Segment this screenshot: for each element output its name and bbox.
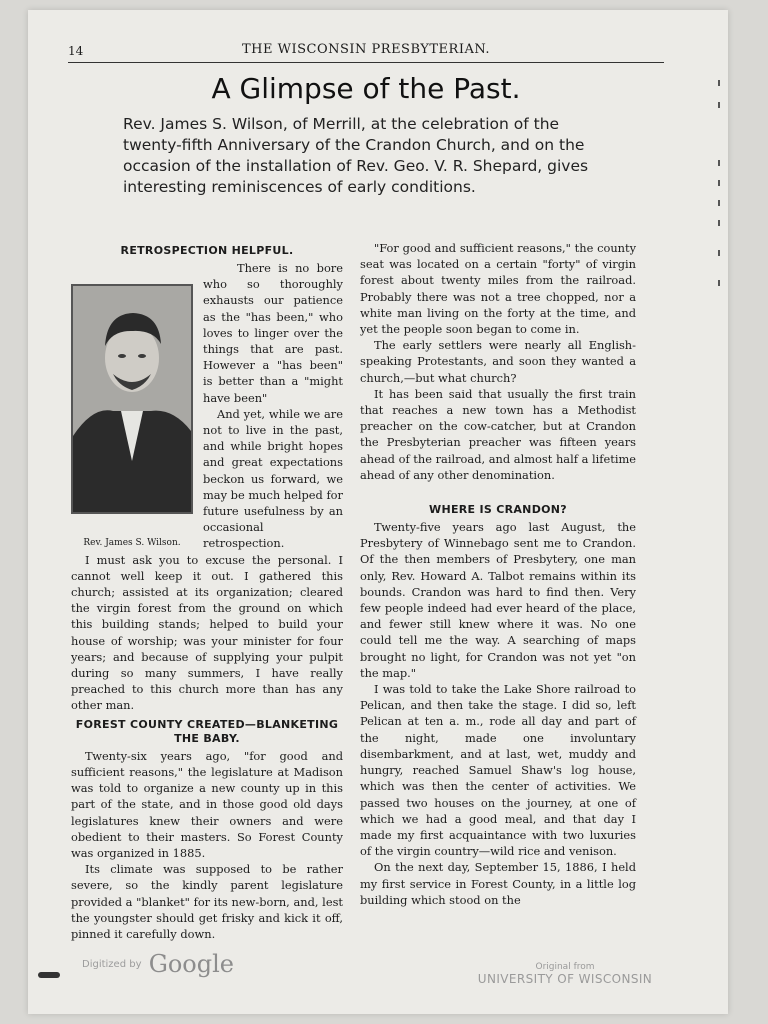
scanned-page — [28, 10, 728, 1014]
paragraph: And yet, while we are not to live in the past, and while bright hopes and great expectations beckon us forward, we may be much helped for future usefulness by an occasional retrospection. — [203, 406, 343, 551]
google-logo: Google — [148, 950, 234, 978]
margin-marks — [718, 80, 728, 300]
section-heading: WHERE IS CRANDON? — [429, 503, 567, 517]
paragraph: Its climate was supposed to be rather severe, so the kindly parent legislature provided a "blanket" for its new-born, and, lest the youngster should get frisky and kick it off, pinned it carefully down. — [71, 862, 343, 941]
source-watermark — [470, 962, 660, 986]
university-text: UNIVERSITY OF WISCONSIN — [477, 972, 653, 986]
paragraph: It has been said that usually the first train that reaches a new town has a Methodist preacher on the cow-catcher, but at Crandon the Presbyterian preacher was fifteen years ahead of the railroad, and almost half a lifetime ahead of any other denomination. — [360, 386, 636, 482]
paragraph: The early settlers were nearly all English-speaking Protestants, and soon they wanted a church,—but what church? — [360, 338, 636, 385]
ink-blot — [38, 972, 60, 978]
section-heading: FOREST COUNTY CREATED—BLANKETING THE BABY. — [75, 717, 339, 745]
page-number: 14 — [68, 44, 84, 58]
portrait-photo — [71, 284, 193, 514]
running-title: THE WISCONSIN PRESBYTERIAN. — [241, 42, 491, 57]
running-header — [68, 40, 664, 63]
portrait-illustration — [73, 286, 191, 512]
article-title: A Glimpse of the Past. — [211, 72, 521, 105]
column-left — [71, 240, 343, 942]
paragraph: I must ask you to excuse the personal. I cannot well keep it out. I gathered this church; assisted at its organization; cleared the virgin forest from the ground on which this building stands; helped to build your house of worship; was your minister for four years; and because of supplying your pulpit during so many summers, I have really preached to this church more than has any other man. — [71, 552, 343, 713]
paragraph: There is no bore who so thoroughly exhausts our patience as the "has been," who loves to linger over the things that are past. However a "has been" is better than a "might have been" — [203, 261, 343, 405]
paragraph: "For good and sufficient reasons," the county seat was located on a certain "forty" of virgin forest about twenty miles from the railroad. Probably there was not a tree chopped, nor a white man living on the forty at the time, and yet the people soon began to come in. — [360, 241, 636, 337]
digitized-watermark — [82, 950, 234, 978]
column-right — [360, 240, 636, 908]
paragraph: On the next day, September 15, 1886, I held my first service in Forest County, in a little log building which stood on the — [360, 860, 636, 907]
digitized-by-text: Digitized by — [82, 959, 142, 970]
paragraph: I was told to take the Lake Shore railroad to Pelican, and then take the stage. I did so, left Pelican at ten a. m., rode all day and part of the night, made one involuntary disembarkment, and at last, wet, muddy and hungry, reached Samuel Shaw's log house, which was then the center of activities. We passed two houses on the journey, at one of which we had a good meal, and that day I made my first acquaintance with two luxuries of the virgin country—wild rice and venison. — [360, 682, 636, 859]
section-heading: RETROSPECTION HELPFUL. — [120, 244, 294, 257]
photo-caption: Rev. James S. Wilson. — [83, 538, 181, 548]
paragraph: Twenty-six years ago, "for good and sufficient reasons," the legislature at Madison was told to organize a new county up in this part of the state, and in those good old days legislatures knew their owners and were obedient to their masters. So Forest County was organized in 1885. — [71, 748, 343, 860]
paragraph: Twenty-five years ago last August, the Presbytery of Winnebago sent me to Crandon. Of the then members of Presbytery, one man only, Rev. Howard A. Talbot remains within its bounds. Crandon was hard to find then. Very few people indeed had ever heard of the place, and fewer still knew where it was. No one could tell me the way. A searching of maps brought no light, for Crandon was not yet "on the map." — [360, 520, 636, 680]
article-subtitle: Rev. James S. Wilson, of Merrill, at the celebration of the twenty-fifth Anniversary of the Crandon Church, and on the occasion of the installation of Rev. Geo. V. R. Shepard, gives interesting reminiscences of early conditions. — [123, 115, 589, 196]
portrait-figure — [71, 284, 193, 549]
original-from-text: Original from — [535, 962, 595, 972]
